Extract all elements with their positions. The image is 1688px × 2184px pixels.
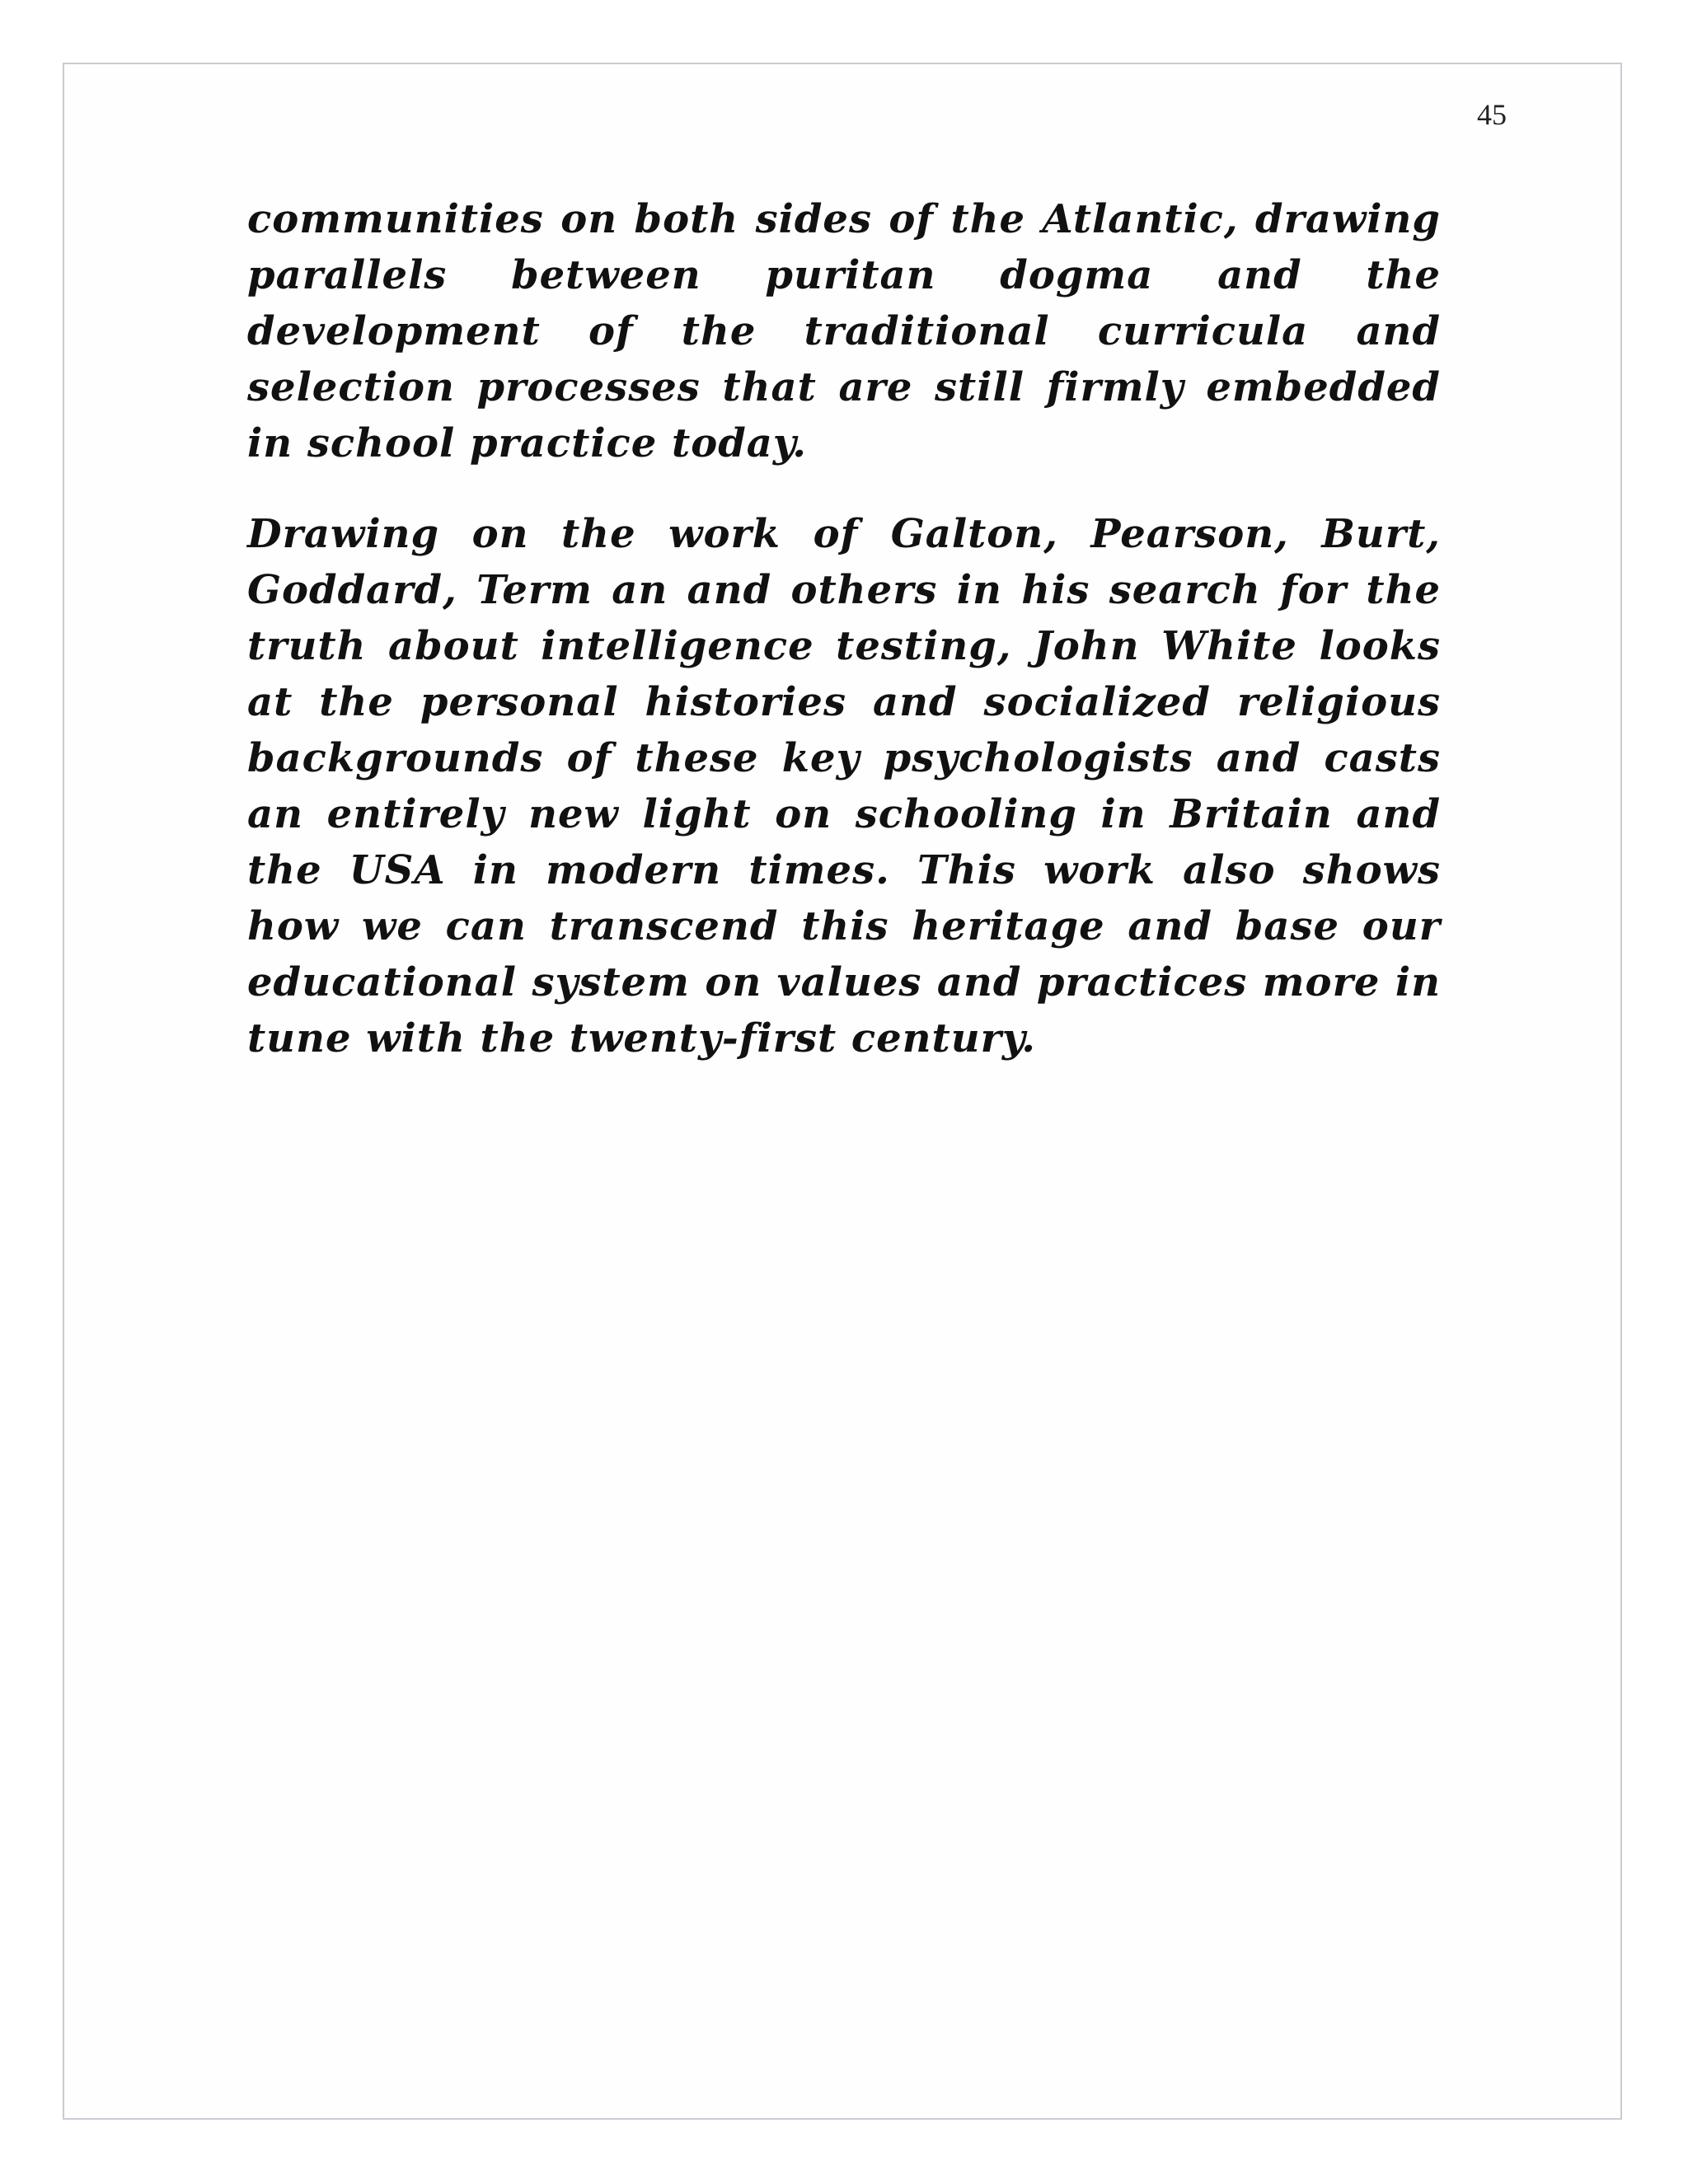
body-text bbox=[247, 191, 1441, 1066]
page-number: 45 bbox=[1477, 98, 1507, 131]
paragraph-2: Drawing on the work of Galton, Pearson, Burt, Goddard, Term an and others in his search for the truth about intelligence testing, John White looks at the personal histories and socialized religious backgrounds of these key psychologists and casts an entirely new light on schooling in Britain and the USA in modern times. This work also shows how we can transcend this heritage and base our educational system on values and practices more in tune with the twenty-first century. bbox=[247, 511, 1441, 1062]
paragraph-1: communities on both sides of the Atlantic, drawing parallels between puritan dogma and the development of the traditional curricula and selection processes that are still firmly embedded in school practice today. bbox=[247, 196, 1441, 466]
